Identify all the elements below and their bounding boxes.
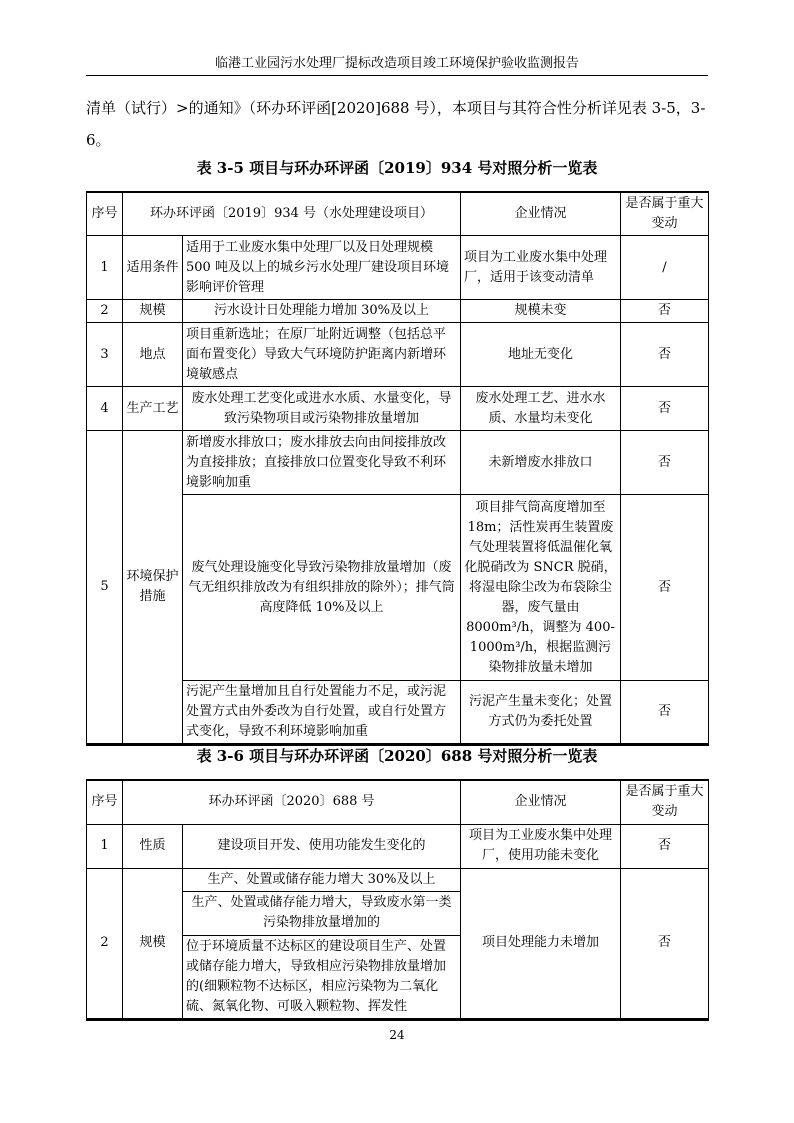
col-header-major-change: 是否属于重大变动: [621, 780, 709, 824]
row-major-change: 否: [621, 323, 709, 387]
col-header-status: 企业情况: [461, 780, 621, 824]
col-header-no: 序号: [87, 780, 123, 824]
row-no: 4: [87, 387, 123, 431]
col-header-requirement: 环办环评函〔2019〕934 号（水处理建设项目）: [123, 192, 461, 236]
row-requirement: 适用于工业废水集中处理厂以及日处理规模 500 吨及以上的城乡污水处理厂建设项目环境影响评价管理: [183, 236, 461, 300]
row-status: 地址无变化: [461, 323, 621, 387]
table-row: [87, 323, 709, 387]
row-no: 2: [87, 868, 123, 1019]
table-row: [87, 868, 709, 891]
col-header-requirement: 环办环评函〔2020〕688 号: [123, 780, 461, 824]
table-header-row: [87, 192, 709, 236]
row-major-change: 否: [621, 824, 709, 868]
row-no: 1: [87, 824, 123, 868]
col-header-no: 序号: [87, 192, 123, 236]
page-number: 24: [389, 1028, 405, 1042]
row-requirement: 污水设计日处理能力增加 30%及以上: [183, 300, 461, 323]
table-row: [87, 387, 709, 431]
row-major-change: 否: [621, 681, 709, 745]
table-header-row: [87, 780, 709, 824]
row-requirement: 生产、处置或储存能力增大 30%及以上: [183, 868, 461, 891]
row-requirement: 位于环境质量不达标区的建设项目生产、处置或储存能力增大，导致相应污染物排放量增加的(细颗粒物不达标区，相应污染物为二氧化硫、氮氧化物、可吸入颗粒物、挥发性: [183, 935, 461, 1019]
row-no: 2: [87, 300, 123, 323]
row-category: 适用条件: [123, 236, 183, 300]
row-requirement: 污泥产生量增加且自行处置能力不足，或污泥处置方式由外委改为自行处置，或自行处置方式变化，导致不利环境影响加重: [183, 681, 461, 745]
col-header-status: 企业情况: [461, 192, 621, 236]
row-major-change: 否: [621, 300, 709, 323]
row-major-change: 否: [621, 868, 709, 1019]
row-status: 规模未变: [461, 300, 621, 323]
row-no: 1: [87, 236, 123, 300]
row-status: 废水处理工艺、进水水质、水量均未变化: [461, 387, 621, 431]
page-header: 临港工业园污水处理厂提标改造项目竣工环境保护验收监测报告: [86, 52, 708, 76]
table-3-6-caption: 表 3-6 项目与环办环评函〔2020〕688 号对照分析一览表: [196, 747, 598, 765]
row-major-change: 否: [621, 431, 709, 495]
row-category: 环境保护措施: [123, 431, 183, 745]
table-3-5-caption: 表 3-5 项目与环办环评函〔2019〕934 号对照分析一览表: [196, 159, 598, 177]
row-status: 项目为工业废水集中处理厂，使用功能未变化: [461, 824, 621, 868]
row-no: 3: [87, 323, 123, 387]
col-header-major-change: 是否属于重大变动: [621, 192, 709, 236]
table-3-6: [86, 779, 709, 1021]
row-category: 生产工艺: [123, 387, 183, 431]
row-major-change: /: [621, 236, 709, 300]
row-status: 项目为工业废水集中处理厂，适用于该变动清单: [461, 236, 621, 300]
row-requirement: 建设项目开发、使用功能发生变化的: [183, 824, 461, 868]
row-status: 项目排气筒高度增加至18m；活性炭再生装置废气处理装置将低温催化氧化脱硝改为 SNCR 脱硝，将湿电除尘改为布袋除尘器，废气量由 8000m³/h，调整为 400-1000m³/h，根据监测污染物排放量未增加: [461, 495, 621, 681]
row-status: 未新增废水排放口: [461, 431, 621, 495]
row-requirement: 废水处理工艺变化或进水水质、水量变化，导致污染物项目或污染物排放量增加: [183, 387, 461, 431]
row-requirement: 项目重新选址；在原厂址附近调整（包括总平面布置变化）导致大气环境防护距离内新增环境敏感点: [183, 323, 461, 387]
row-major-change: 否: [621, 387, 709, 431]
table-row: [87, 431, 709, 495]
row-category: 地点: [123, 323, 183, 387]
row-category: 规模: [123, 868, 183, 1019]
table-row: [87, 300, 709, 323]
table-row: [87, 236, 709, 300]
table-3-5: [86, 191, 709, 746]
row-requirement: 生产、处置或储存能力增大，导致废水第一类污染物排放量增加的: [183, 891, 461, 935]
table-row: [87, 824, 709, 868]
row-major-change: 否: [621, 495, 709, 681]
row-status: 项目处理能力未增加: [461, 868, 621, 1019]
row-requirement: 废气处理设施变化导致污染物排放量增加（废气无组织排放改为有组织排放的除外）；排气筒高度降低 10%及以上: [183, 495, 461, 681]
row-no: 5: [87, 431, 123, 745]
intro-paragraph: 清单（试行）>的通知》（环办环评函[2020]688 号），本项目与其符合性分析详见表 3-5，3-6。: [86, 99, 706, 149]
row-requirement: 新增废水排放口；废水排放去向由间接排放改为直接排放；直接排放口位置变化导致不利环境影响加重: [183, 431, 461, 495]
row-status: 污泥产生量未变化；处置方式仍为委托处置: [461, 681, 621, 745]
row-category: 规模: [123, 300, 183, 323]
row-category: 性质: [123, 824, 183, 868]
